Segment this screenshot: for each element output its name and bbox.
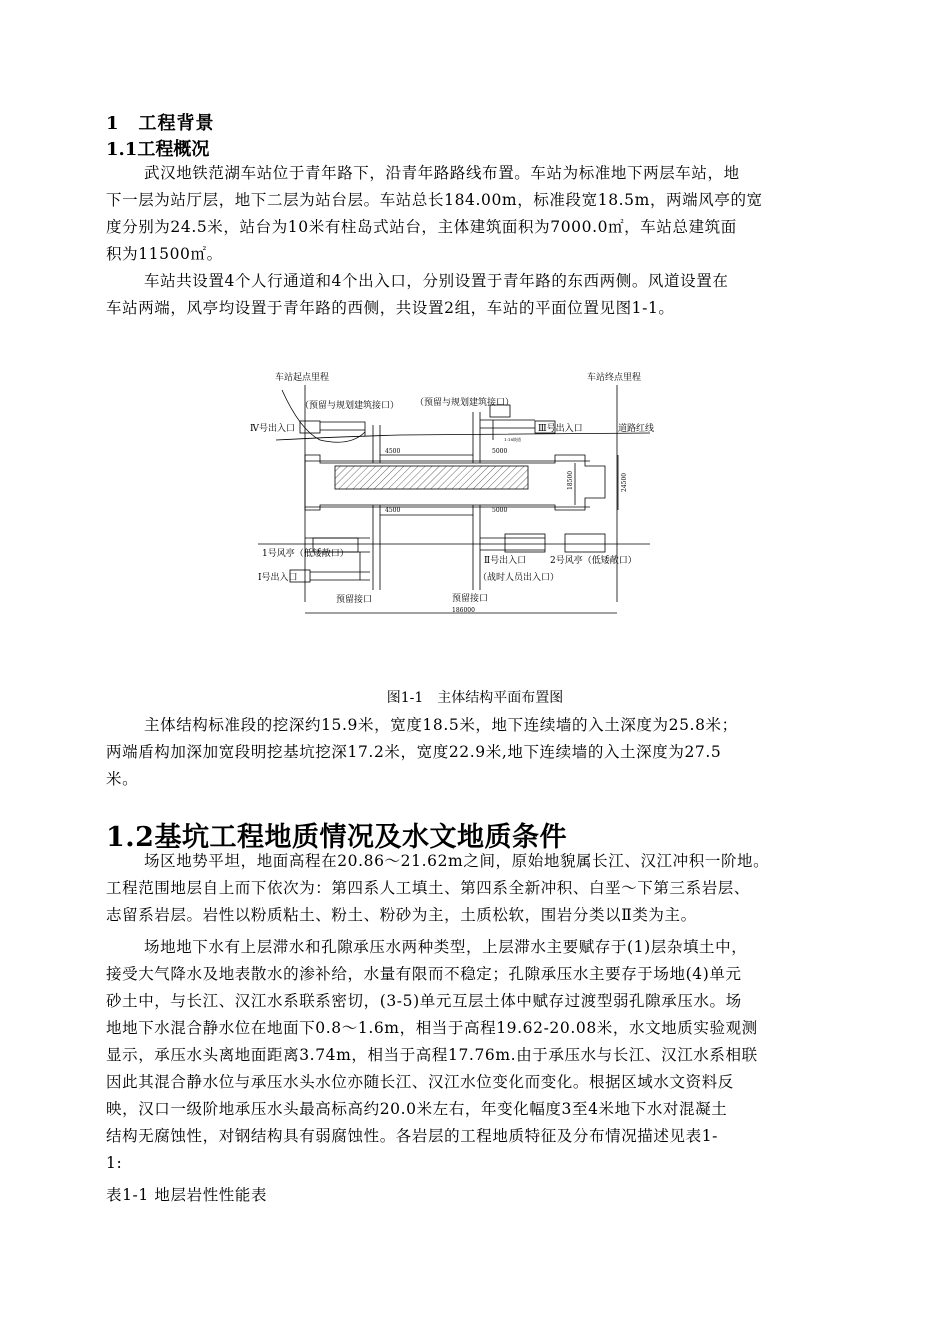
text-line: 因此其混合静水位与承压水头水位亦随长江、汉江水位变化而变化。根据区域水文资料反 — [106, 1073, 734, 1091]
paragraph-excavation — [106, 712, 864, 793]
exit-3-corridor — [480, 420, 535, 440]
paragraph-overview — [106, 160, 864, 268]
paragraph-exits — [106, 268, 864, 322]
text-line: 志留系岩层。岩性以粉质粘土、粉土、粉砂为主，土质松软，围岩分类以Ⅱ类为主。 — [106, 906, 697, 924]
road-red-line-top — [276, 433, 650, 440]
label-slope-note: 1:18坡道 — [504, 437, 521, 442]
paragraph-geology — [106, 848, 864, 929]
exit-2-corridor — [480, 538, 545, 550]
text-line: 结构无腐蚀性，对钢结构具有弱腐蚀性。各岩层的工程地质特征及分布情况描述见表1- — [106, 1127, 719, 1145]
label-dim-24500: 24500 — [621, 472, 628, 492]
text-line: 砂土中，与长江、汉江水系联系密切，(3-5)单元互层土体中赋存过渡型弱孔隙承压水。场 — [106, 992, 742, 1010]
text-line: 下一层为站厅层，地下二层为站台层。车站总长184.00m，标准段宽18.5m，两端风亭的宽 — [106, 191, 763, 209]
passage-upper-right — [473, 412, 480, 463]
station-body — [305, 455, 605, 510]
label-dim-4500-bottom: 4500 — [385, 507, 401, 514]
text-line: 场地地下水有上层滞水和孔隙承压水两种类型，上层滞水主要赋存于(1)层杂填土中， — [144, 938, 748, 956]
label-reserved-2: 预留接口 — [452, 594, 489, 604]
label-pavilion-2: 2号风亭（低矮敞口） — [550, 556, 637, 566]
label-exit-2: Ⅱ号出入口 — [484, 556, 527, 566]
label-wartime-exit: （战时人员出入口） — [478, 573, 560, 583]
paragraph-groundwater — [106, 934, 864, 1177]
platform-hatch — [335, 466, 528, 489]
text-line: 度分别为24.5米，站台为10米有柱岛式站台，主体建筑面积为7000.0㎡，车站总建筑面 — [106, 218, 737, 236]
text-line: 积为11500㎡。 — [106, 245, 223, 263]
exit-2-box — [505, 534, 545, 552]
text-line: 两端盾构加深加宽段明挖基坑挖深17.2米，宽度22.9米,地下连续墙的入土深度为27.5 — [106, 743, 722, 761]
curve-line — [282, 390, 365, 442]
label-start-mileage: 车站起点里程 — [275, 373, 330, 383]
label-reserved-top-1: （预留与规划建筑接口） — [300, 401, 400, 411]
section-heading-1: 1 工程背景 — [106, 113, 215, 134]
label-reserved-1: 预留接口 — [336, 595, 373, 605]
text-line: 工程范围地层自上而下依次为：第四系人工填土、第四系全新冲积、白垩～下第三系岩层、 — [106, 879, 751, 897]
section-heading-1-2: 1.2基坑工程地质情况及水文地质条件 — [106, 822, 567, 853]
exit-4-corridor — [320, 422, 365, 436]
text-line: 主体结构标准段的挖深约15.9米，宽度18.5米，地下连续墙的入土深度为25.8米； — [144, 716, 738, 734]
text-line: 映，汉口一级阶地承压水头最高标高约20.0米左右，年变化幅度3至4米地下水对混凝土 — [106, 1100, 728, 1118]
label-exit-1: Ⅰ号出入口 — [258, 573, 298, 583]
text-line: 地地下水混合静水位在地面下0.8～1.6m，相当于高程19.62-20.08米，水文地质实验观测 — [106, 1019, 758, 1037]
passage-lower-left — [373, 505, 380, 590]
label-dim-4500-top: 4500 — [385, 448, 401, 455]
label-road-red-line: 道路红线 — [618, 424, 655, 434]
label-exit-3: Ⅲ号出入口 — [538, 424, 583, 434]
text-line: 武汉地铁范湖车站位于青年路下，沿青年路路线布置。车站为标准地下两层车站，地 — [144, 164, 740, 182]
text-line: 1: — [106, 1154, 123, 1172]
exit-1-corridor — [310, 552, 370, 580]
reserved-box-top — [490, 405, 510, 417]
section-heading-1-1: 1.1工程概况 — [106, 139, 210, 160]
label-dim-5000-top: 5000 — [492, 448, 508, 455]
text-line: 车站共设置4个人行通道和4个出入口，分别设置于青年路的东西两侧。风道设置在 — [144, 272, 729, 290]
passage-lower-right — [473, 505, 480, 590]
text-line: 场区地势平坦，地面高程在20.86～21.62m之间，原始地貌属长江、汉江冲积一阶地。 — [144, 852, 770, 870]
exit-4-box — [300, 421, 320, 433]
pavilion-1-box — [313, 538, 358, 552]
passage-upper-left — [373, 425, 380, 463]
figure-caption: 图1-1 主体结构平面布置图 — [386, 690, 564, 706]
label-pavilion-1: 1号风亭（低矮敞口） — [262, 549, 349, 559]
exit-1-box — [290, 570, 310, 582]
exit-3-box — [535, 421, 555, 433]
text-line: 接受大气降水及地表散水的渗补给，水量有限而不稳定；孔隙承压水主要存于场地(4)单元 — [106, 965, 742, 983]
label-reserved-top-2: （预留与规划建筑接口） — [415, 398, 515, 408]
text-line: 米。 — [106, 770, 139, 788]
pavilion-2-box — [565, 534, 605, 552]
text-line: 显示，承压水头离地面距离3.74m，相当于高程17.76m.由于承压水与长江、汉江水系相联 — [106, 1046, 758, 1064]
label-total-length: 186000 — [452, 607, 475, 614]
label-dim-18500: 18500 — [567, 470, 574, 490]
label-end-mileage: 车站终点里程 — [587, 373, 642, 383]
text-line: 车站两端，风亭均设置于青年路的西侧，共设置2组，车站的平面位置见图1-1。 — [106, 299, 675, 317]
pavilion-1-duct — [305, 538, 370, 552]
label-dim-5000-bottom: 5000 — [492, 507, 508, 514]
table-caption: 表1-1 地层岩性性能表 — [106, 1186, 268, 1204]
label-exit-4: Ⅳ号出入口 — [250, 424, 295, 434]
